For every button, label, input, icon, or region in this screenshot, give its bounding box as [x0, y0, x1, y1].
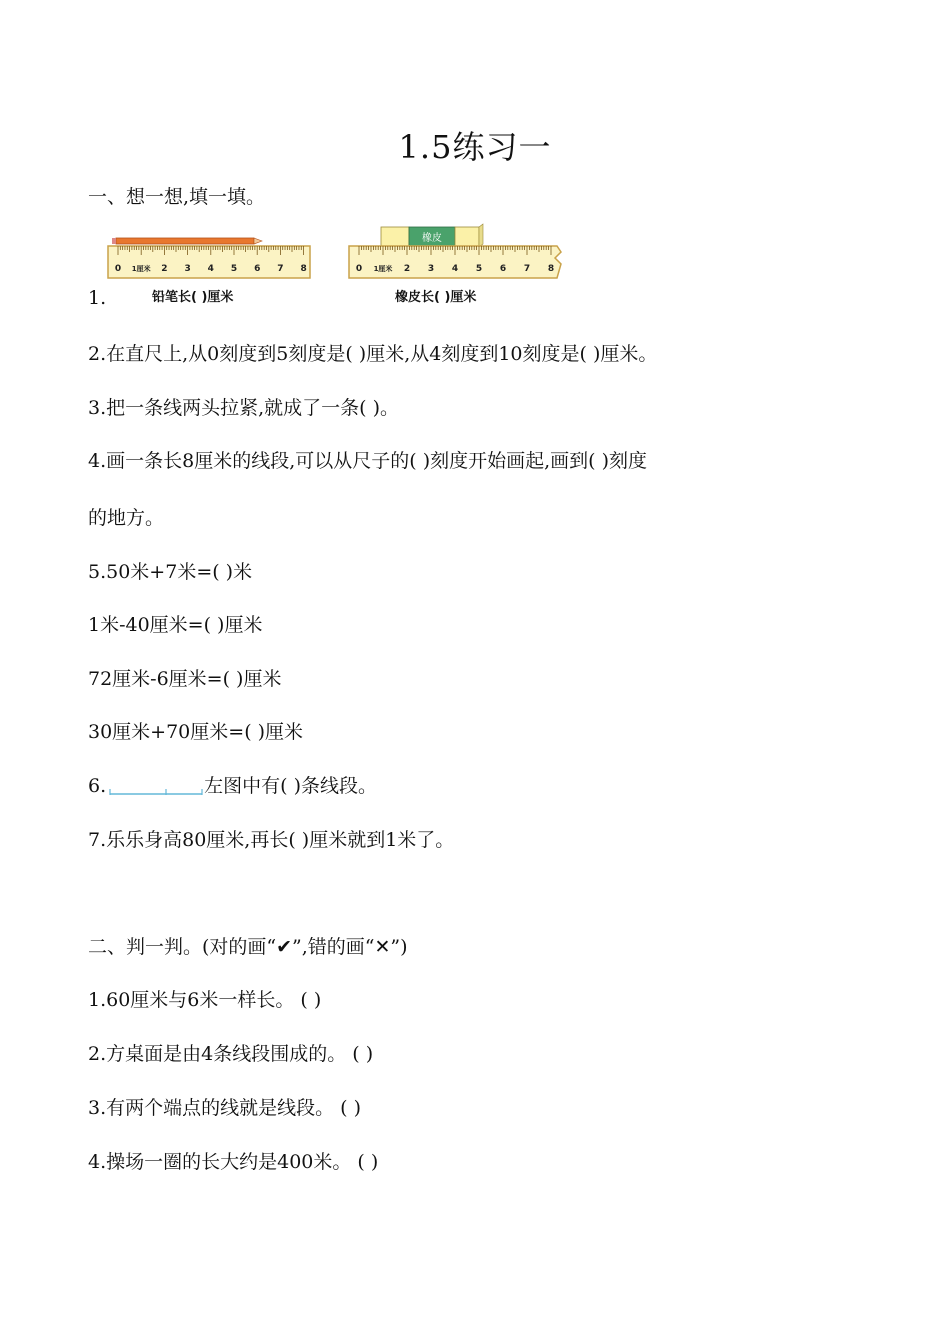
ruler-tick-label: 0 — [114, 264, 122, 274]
ruler-tick-label: 0 — [355, 264, 363, 274]
ruler-tick-label: 1厘米 — [373, 265, 393, 273]
ruler-tick-label: 8 — [300, 264, 307, 274]
judge-item-4: 4.操场一圈的长大约是400米。 ( ) — [88, 1151, 379, 1173]
section1-heading: 一、想一想,填一填。 — [88, 186, 266, 208]
judge-item-1: 1.60厘米与6米一样长。 ( ) — [88, 989, 322, 1011]
question-4-line2: 的地方。 — [88, 507, 165, 529]
q6-number: 6. — [88, 775, 107, 797]
question-7: 7.乐乐身高80厘米,再长( )厘米就到1米了。 — [88, 829, 455, 851]
question-2: 2.在直尺上,从0刻度到5刻度是( )厘米,从4刻度到10刻度是( )厘米。 — [88, 343, 658, 365]
eraser-ruler-figure — [347, 222, 563, 282]
ruler-tick-label: 1厘米 — [131, 265, 151, 273]
segment-figure — [108, 780, 204, 798]
ruler-tick-label: 3 — [427, 264, 435, 274]
ruler-tick-label: 5 — [475, 264, 483, 274]
question-5d: 30厘米+70厘米=( )厘米 — [88, 721, 304, 743]
ruler-tick-label: 2 — [161, 264, 168, 274]
ruler-tick-label: 8 — [547, 264, 555, 274]
eraser-label: 橡皮 — [422, 233, 442, 244]
block-left — [381, 227, 409, 247]
ruler-tick-label: 2 — [403, 264, 411, 274]
q6-text: 左图中有( )条线段。 — [204, 775, 378, 797]
ruler-tick-label: 6 — [254, 264, 261, 274]
ruler-tick-label: 4 — [207, 264, 214, 274]
section2-heading: 二、判一判。(对的画“✔”,错的画“✕”) — [88, 936, 408, 958]
q1-number: 1. — [88, 287, 107, 309]
ruler-tick-label: 5 — [230, 264, 238, 274]
judge-item-3: 3.有两个端点的线就是线段。 ( ) — [88, 1097, 362, 1119]
judge-item-2: 2.方桌面是由4条线段围成的。 ( ) — [88, 1043, 374, 1065]
page-title: 1.5练习一 — [398, 128, 552, 166]
question-5b: 1米-40厘米=( )厘米 — [88, 614, 263, 636]
ruler-tick-label: 3 — [184, 264, 191, 274]
pencil-caption: 铅笔长( )厘米 — [152, 290, 234, 305]
question-5a: 5.50米+7米=( )米 — [88, 561, 253, 583]
ruler-tick-label: 6 — [499, 264, 507, 274]
question-5c: 72厘米-6厘米=( )厘米 — [88, 668, 282, 690]
pencil-icon — [116, 238, 254, 244]
ruler-tick-label: 4 — [451, 264, 459, 274]
question-6 — [88, 774, 377, 798]
ruler-tick-label: 7 — [277, 264, 284, 274]
ruler-tick-label: 7 — [523, 264, 531, 274]
question-3: 3.把一条线两头拉紧,就成了一条( )。 — [88, 397, 400, 419]
pencil-ruler-figure — [106, 232, 312, 282]
question-4-line1: 4.画一条长8厘米的线段,可以从尺子的( )刻度开始画起,画到( )刻度 — [88, 450, 648, 472]
block-right — [455, 227, 479, 247]
eraser-caption: 橡皮长( )厘米 — [395, 290, 477, 305]
